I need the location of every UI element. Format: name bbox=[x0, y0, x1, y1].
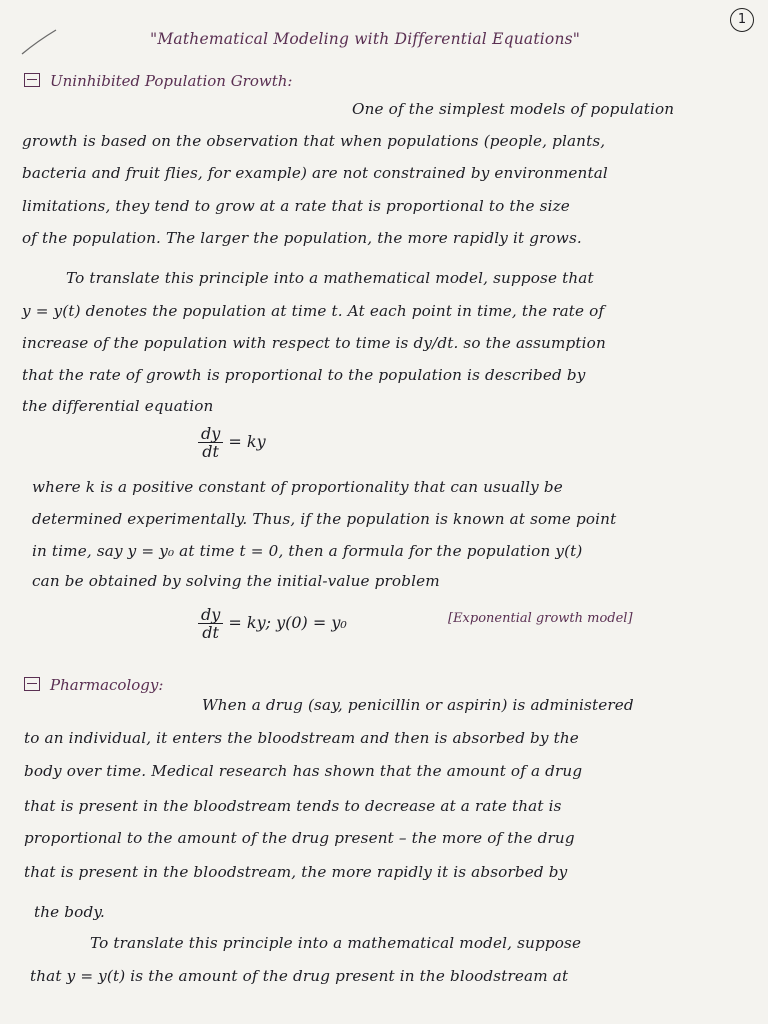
section-heading-text: Uninhibited Population Growth: bbox=[50, 72, 293, 90]
section-heading-population bbox=[24, 72, 292, 90]
boxed-bullet-icon bbox=[24, 73, 40, 87]
text-line: in time, say y = y₀ at time t = 0, then a formula for the population y(t) bbox=[32, 542, 583, 560]
model-label: [Exponential growth model] bbox=[448, 611, 633, 626]
text-line: growth is based on the observation that when populations (people, plants, bbox=[22, 132, 606, 150]
text-line: bacteria and fruit flies, for example) are not constrained by environmental bbox=[22, 164, 608, 182]
equation-rhs: = ky; y(0) = y₀ bbox=[228, 613, 347, 632]
fraction-denominator: dt bbox=[202, 623, 219, 642]
text-line: When a drug (say, penicillin or aspirin) is administered bbox=[202, 696, 634, 714]
text-line: of the population. The larger the population, the more rapidly it grows. bbox=[22, 229, 582, 247]
text-line: the body. bbox=[34, 903, 106, 921]
page-number: 1 bbox=[730, 8, 754, 32]
fraction-numerator: dy bbox=[198, 606, 223, 624]
fraction-denominator: dt bbox=[202, 442, 219, 461]
boxed-bullet-icon bbox=[24, 677, 40, 691]
equation-growth bbox=[198, 425, 266, 460]
equation-initial-value bbox=[198, 606, 347, 641]
derivative-fraction bbox=[198, 425, 223, 460]
section-heading-text: Pharmacology: bbox=[50, 676, 164, 694]
text-line: One of the simplest models of population bbox=[352, 100, 675, 118]
text-line: can be obtained by solving the initial-value problem bbox=[32, 572, 440, 590]
text-line: the differential equation bbox=[22, 397, 214, 415]
fraction-numerator: dy bbox=[198, 425, 223, 443]
text-line: to an individual, it enters the bloodstream and then is absorbed by the bbox=[24, 729, 579, 747]
equation-rhs: = ky bbox=[228, 432, 266, 451]
text-line: increase of the population with respect to time is dy/dt. so the assumption bbox=[22, 334, 606, 352]
text-line: that is present in the bloodstream tends to decrease at a rate that is bbox=[24, 797, 562, 815]
text-line: y = y(t) denotes the population at time t. At each point in time, the rate of bbox=[22, 302, 605, 320]
text-line: determined experimentally. Thus, if the population is known at some point bbox=[32, 510, 617, 528]
margin-pen-stroke bbox=[20, 28, 60, 58]
text-line: To translate this principle into a mathematical model, suppose that bbox=[66, 269, 594, 287]
text-line: limitations, they tend to grow at a rate that is proportional to the size bbox=[22, 197, 570, 215]
section-heading-pharmacology bbox=[24, 676, 163, 694]
derivative-fraction bbox=[198, 606, 223, 641]
text-line: that is present in the bloodstream, the more rapidly it is absorbed by bbox=[24, 863, 568, 881]
text-line: To translate this principle into a mathematical model, suppose bbox=[90, 934, 582, 952]
text-line: that y = y(t) is the amount of the drug present in the bloodstream at bbox=[30, 967, 569, 985]
text-line: that the rate of growth is proportional to the population is described by bbox=[22, 366, 586, 384]
text-line: body over time. Medical research has shown that the amount of a drug bbox=[24, 762, 583, 780]
text-line: where k is a positive constant of proportionality that can usually be bbox=[32, 478, 563, 496]
text-line: proportional to the amount of the drug present – the more of the drug bbox=[24, 829, 575, 847]
page-title: "Mathematical Modeling with Differential Equations" bbox=[150, 30, 581, 48]
